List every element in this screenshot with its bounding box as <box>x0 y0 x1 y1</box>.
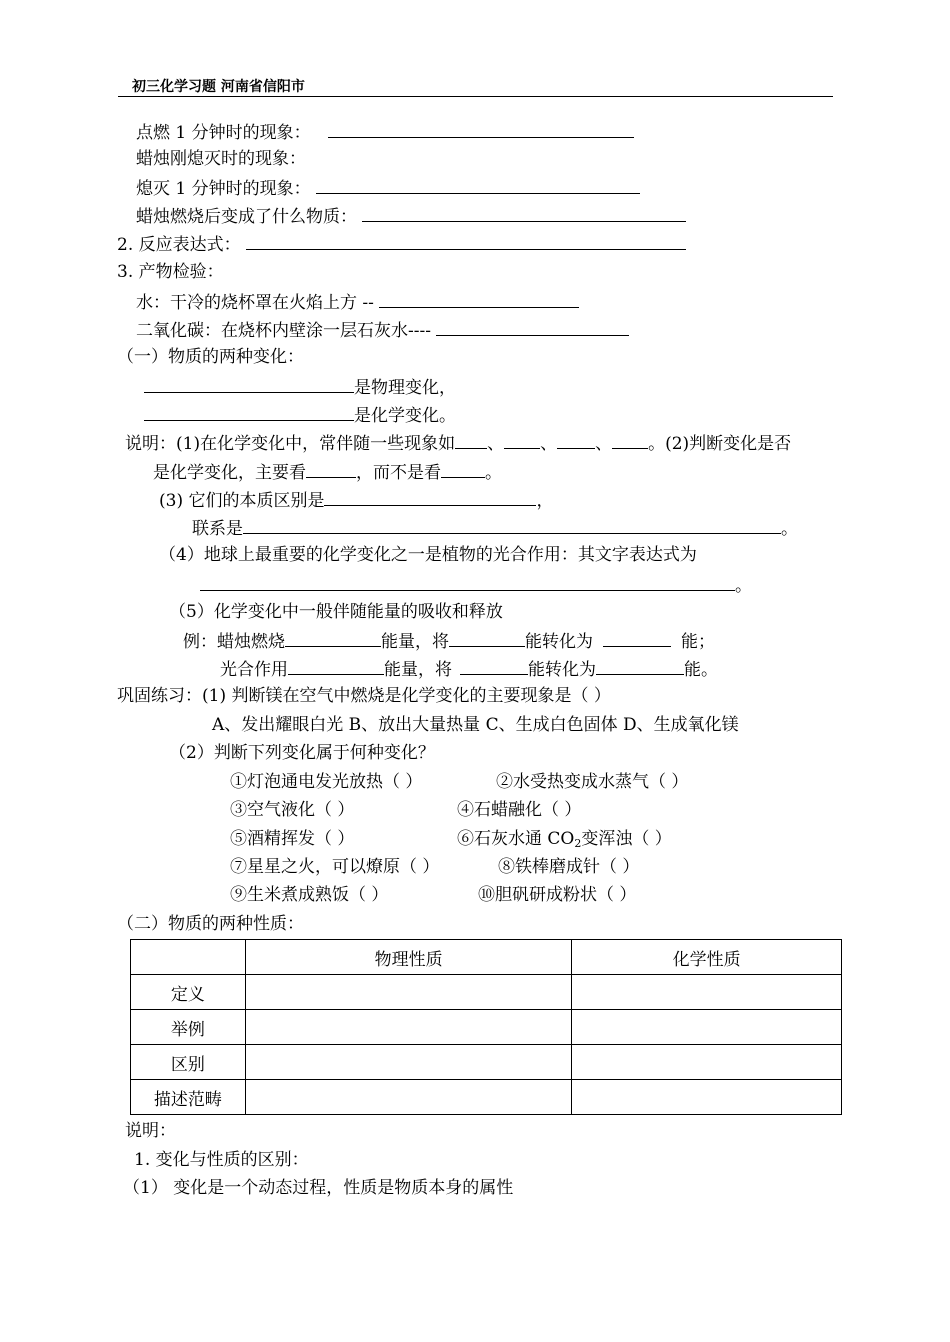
practice-item: ④石蜡融化（ ） <box>457 800 582 820</box>
table-cell[interactable] <box>572 1045 842 1080</box>
question-text: 蜡烛刚熄灭时的现象： <box>136 149 306 169</box>
question-line <box>144 376 456 398</box>
question-text: 能量，将 <box>384 660 452 680</box>
table-cell[interactable] <box>245 1045 572 1080</box>
question-text: 。 <box>485 463 502 483</box>
answer-blank[interactable] <box>362 205 686 222</box>
practice-options: A、发出耀眼白光 B、放出大量热量 C、生成白色固体 D、生成氧化镁 <box>212 715 739 735</box>
question-text: 。 <box>735 576 752 596</box>
table-cell[interactable] <box>572 975 842 1010</box>
question-text: 能。 <box>684 660 718 680</box>
question-text: 是物理变化， <box>354 378 456 398</box>
question-line <box>125 432 791 454</box>
practice-item: ③空气液化（ ） <box>230 800 355 820</box>
answer-blank[interactable] <box>603 630 671 647</box>
table-cell[interactable] <box>245 1010 572 1045</box>
question-text: 蜡烛燃烧后变成了什么物质： <box>136 207 357 227</box>
answer-blank[interactable] <box>316 177 640 194</box>
table-cell[interactable] <box>572 1080 842 1115</box>
practice-item <box>457 829 672 854</box>
question-text: 说明：(1)在化学变化中，常伴随一些现象如 <box>125 434 456 454</box>
answer-blank[interactable] <box>144 376 354 393</box>
question-line <box>144 404 456 426</box>
question-text: 是化学变化。 <box>354 406 456 426</box>
question-line <box>136 291 579 313</box>
table-row <box>131 1080 842 1115</box>
practice-item: ⑧铁棒磨成针（ ） <box>498 857 640 877</box>
table-cell[interactable] <box>245 1080 572 1115</box>
question-text: ，而不是看 <box>356 463 441 483</box>
question-text: ， <box>536 491 554 511</box>
answer-blank[interactable] <box>455 432 487 449</box>
page-header-title: 初三化学习题 河南省信阳市 <box>132 79 305 95</box>
question-text: 水：干冷的烧杯罩在火焰上方 -- <box>136 293 374 313</box>
practice-question: （2）判断下列变化属于何种变化？ <box>169 743 435 763</box>
question-text: 。(2)判断变化是否 <box>648 434 792 454</box>
answer-blank[interactable] <box>504 432 540 449</box>
answer-blank[interactable] <box>460 658 528 675</box>
question-line <box>117 233 686 255</box>
answer-blank[interactable] <box>285 630 381 647</box>
table-header-cell <box>131 940 246 975</box>
answer-blank[interactable] <box>324 489 536 506</box>
row-label: 描述范畴 <box>131 1080 246 1115</box>
question-text: 例：蜡烛燃烧 <box>183 632 285 652</box>
question-line <box>183 630 715 652</box>
table-row <box>131 1045 842 1080</box>
question-line: （5）化学变化中一般伴随能量的吸收和释放 <box>169 602 503 622</box>
table-header-row <box>131 940 842 975</box>
section-heading: 3. 产物检验： <box>117 262 224 282</box>
practice-item: ⑨生米煮成熟饭（ ） <box>230 885 389 905</box>
answer-blank[interactable] <box>441 461 485 478</box>
question-line <box>136 205 686 227</box>
question-text: 光合作用 <box>220 660 288 680</box>
question-line <box>153 461 502 483</box>
answer-blank[interactable] <box>306 461 356 478</box>
question-text: 联系是 <box>192 519 243 539</box>
note-line: （1） 变化是一个动态过程，性质是物质本身的属性 <box>123 1178 514 1198</box>
properties-table <box>130 939 842 1115</box>
separator: 、 <box>595 434 613 454</box>
question-text: 点燃 1 分钟时的现象： <box>136 123 311 143</box>
question-text: 能量，将 <box>381 632 449 652</box>
practice-question: 巩固练习：(1) 判断镁在空气中燃烧是化学变化的主要现象是（ ） <box>117 686 611 706</box>
question-line <box>136 121 634 143</box>
question-line <box>220 658 718 680</box>
row-label: 举例 <box>131 1010 246 1045</box>
question-text: 是化学变化，主要看 <box>153 463 306 483</box>
practice-item: ⑦星星之火，可以燎原（ ） <box>230 857 440 877</box>
question-line <box>136 319 629 341</box>
answer-blank[interactable] <box>246 233 686 250</box>
table-row <box>131 975 842 1010</box>
question-line <box>192 517 798 539</box>
question-line: （4）地球上最重要的化学变化之一是植物的光合作用：其文字表达式为 <box>159 545 697 565</box>
question-line <box>136 177 640 199</box>
question-text: 能转化为 <box>525 632 593 652</box>
table-cell[interactable] <box>245 975 572 1010</box>
note-heading: 说明： <box>125 1121 176 1141</box>
answer-blank[interactable] <box>144 404 354 421</box>
question-text: 熄灭 1 分钟时的现象： <box>136 179 311 199</box>
question-line <box>159 489 553 511</box>
question-text: 能； <box>681 632 715 652</box>
answer-blank[interactable] <box>557 432 595 449</box>
section-heading: （一）物质的两种变化： <box>117 347 304 367</box>
answer-blank[interactable] <box>328 121 634 138</box>
practice-item: ⑤酒精挥发（ ） <box>230 829 355 849</box>
practice-item-text: ⑥石灰水通 CO <box>457 829 575 849</box>
question-text: 2. 反应表达式： <box>117 235 241 255</box>
question-text: 。 <box>781 519 798 539</box>
question-line <box>136 149 306 169</box>
practice-item: ①灯泡通电发光放热（ ） <box>230 772 423 792</box>
answer-blank[interactable] <box>200 574 735 591</box>
answer-blank[interactable] <box>449 630 525 647</box>
table-header-cell: 物理性质 <box>245 940 572 975</box>
subscript: 2 <box>574 837 582 850</box>
table-row <box>131 1010 842 1045</box>
answer-blank[interactable] <box>379 291 579 308</box>
question-text: 能转化为 <box>528 660 596 680</box>
answer-blank[interactable] <box>612 432 648 449</box>
table-cell[interactable] <box>572 1010 842 1045</box>
header-rule <box>118 96 833 97</box>
separator: 、 <box>540 434 558 454</box>
row-label: 区别 <box>131 1045 246 1080</box>
answer-blank[interactable] <box>288 658 384 675</box>
practice-item: ⑩胆矾研成粉状（ ） <box>478 885 637 905</box>
row-label: 定义 <box>131 975 246 1010</box>
note-line: 1. 变化与性质的区别： <box>134 1150 309 1170</box>
question-text: 二氧化碳：在烧杯内壁涂一层石灰水---- <box>136 321 431 341</box>
separator: 、 <box>487 434 505 454</box>
practice-item: ②水受热变成水蒸气（ ） <box>496 772 689 792</box>
table-header-cell: 化学性质 <box>572 940 842 975</box>
answer-blank[interactable] <box>596 658 684 675</box>
section-heading: （二）物质的两种性质： <box>117 914 304 934</box>
practice-item-text: 变浑浊（ ） <box>581 829 672 849</box>
question-text: (3) 它们的本质区别是 <box>159 491 325 511</box>
answer-blank[interactable] <box>436 319 629 336</box>
question-line <box>200 574 752 596</box>
answer-blank[interactable] <box>243 517 781 534</box>
